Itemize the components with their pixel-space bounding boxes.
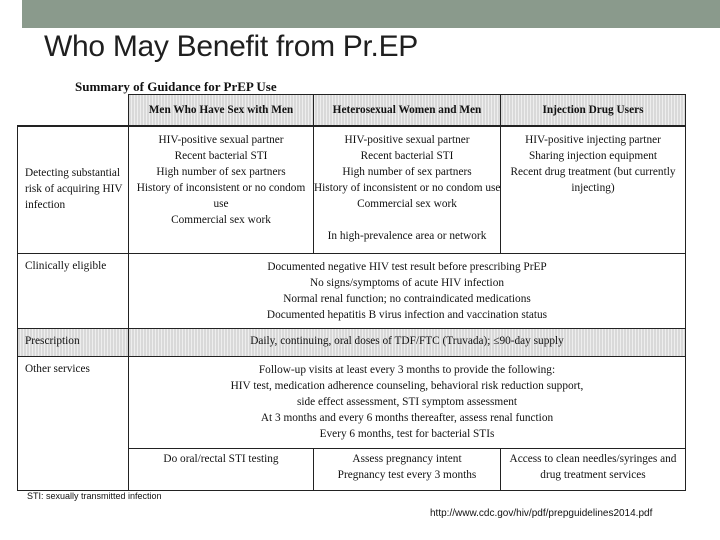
row-line-prescription — [17, 356, 686, 357]
top-bar-left-gap — [0, 0, 22, 28]
row-line-other-split — [128, 448, 686, 449]
header-idu: Injection Drug Users — [542, 104, 644, 116]
prescription-row-label: Prescription — [25, 335, 80, 347]
table-border-top — [128, 94, 686, 95]
slide-top-bar — [0, 0, 720, 28]
header-msm: Men Who Have Sex with Men — [148, 104, 294, 116]
other-services-row-label: Other services — [25, 363, 90, 375]
risk-msm-cell: HIV-positive sexual partner Recent bacterial STI High number of sex partners History of inconsistent or no condom use Commercial sex work — [136, 134, 306, 226]
clinical-row-label: Clinically eligible — [25, 260, 107, 272]
row-line-header — [17, 125, 686, 127]
table-title: Summary of Guidance for PrEP Use — [75, 79, 277, 94]
risk-row-label: Detecting substantial risk of acquiring HIV infection — [25, 167, 123, 211]
row-line-clinical — [17, 328, 686, 329]
other-services-idu-cell: Access to clean needles/syringes and drug treatment services — [509, 453, 677, 481]
row-line-risk — [17, 253, 686, 254]
table-footnote: STI: sexually transmitted infection — [27, 491, 162, 501]
risk-idu-cell: HIV-positive injecting partner Sharing injection equipment Recent drug treatment (but currently injecting) — [510, 134, 676, 194]
risk-heterosexual-cell: HIV-positive sexual partner Recent bacterial STI High number of sex partners History of inconsistent or no condom use Commercial sex work In high-prevalence area or network — [314, 134, 501, 242]
slide-title: Who May Benefit from Pr.EP — [44, 30, 418, 63]
table-border-right — [685, 94, 686, 491]
guidance-table — [17, 94, 686, 491]
other-services-msm-cell: Do oral/rectal STI testing — [163, 453, 279, 465]
clinical-eligibility-cell: Documented negative HIV test result before prescribing PrEP No signs/symptoms of acute HIV infection Normal renal function; no contraindicated medications Documented hepatitis B virus infection and vaccination status — [266, 261, 548, 321]
other-services-shared-cell: Follow-up visits at least every 3 months to provide the following: HIV test, medication adherence counseling, behavioral risk reduction support, side effect assessment, STI symptom assessment At 3 months and every 6 months thereafter, assess renal function Every 6 months, test for bacterial STIs — [230, 364, 584, 440]
header-heterosexual: Heterosexual Women and Men — [332, 104, 482, 116]
prescription-cell: Daily, continuing, oral doses of TDF/FTC (Truvada); ≤90-day supply — [250, 335, 564, 347]
table-border-left — [17, 125, 18, 491]
source-url: http://www.cdc.gov/hiv/pdf/prepguidelines2014.pdf — [430, 508, 653, 519]
other-services-heterosexual-cell: Assess pregnancy intent Pregnancy test every 3 months — [337, 453, 477, 481]
